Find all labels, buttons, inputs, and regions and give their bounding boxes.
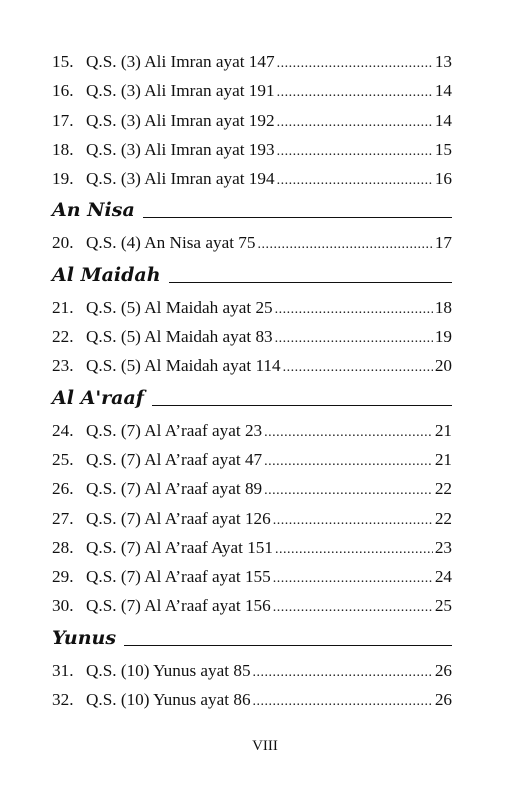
entry-title: Q.S. (5) Al Maidah ayat 114 — [86, 356, 281, 376]
dot-leader — [277, 170, 433, 188]
entry-title: Q.S. (7) Al A’raaf ayat 156 — [86, 596, 271, 616]
entry-page-number: 19 — [434, 327, 452, 347]
dot-leader — [264, 422, 433, 440]
entry-title: Q.S. (7) Al A’raaf ayat 89 — [86, 479, 263, 499]
toc-entry — [52, 141, 452, 170]
section-rule — [169, 282, 452, 283]
entry-number: 30. — [52, 596, 74, 616]
entry-number: 20. — [52, 233, 74, 253]
toc-entry — [52, 82, 452, 111]
dot-leader — [253, 662, 433, 680]
toc-entry — [52, 451, 452, 480]
entry-page-number: 25 — [434, 596, 452, 616]
toc-entry — [52, 234, 452, 263]
entry-number: 21. — [52, 297, 74, 317]
section-heading — [52, 387, 452, 422]
toc-entry — [52, 422, 452, 451]
section-title: Yunus — [52, 626, 117, 649]
entry-title: Q.S. (3) Ali Imran ayat 191 — [86, 81, 275, 101]
entry-number: 27. — [52, 508, 74, 528]
dot-leader — [264, 451, 433, 469]
entry-number: 32. — [52, 690, 74, 710]
dot-leader — [277, 53, 433, 71]
entry-title: Q.S. (5) Al Maidah ayat 25 — [86, 297, 273, 317]
entry-number: 16. — [52, 81, 74, 101]
entry-page-number: 23 — [434, 537, 452, 557]
page-number: VIII — [252, 738, 278, 754]
entry-title: Q.S. (3) Ali Imran ayat 193 — [86, 139, 275, 159]
entry-title: Q.S. (10) Yunus ayat 85 — [86, 660, 251, 680]
entry-page-number: 16 — [434, 169, 452, 189]
entry-title: Q.S. (7) Al A’raaf ayat 126 — [86, 508, 271, 528]
entry-number: 25. — [52, 449, 74, 469]
entry-page-number: 15 — [434, 139, 452, 159]
dot-leader — [275, 299, 433, 317]
section-title: An Nisa — [52, 199, 135, 222]
entry-page-number: 13 — [434, 52, 452, 71]
toc-entry — [52, 328, 452, 357]
dot-leader — [253, 691, 433, 709]
entry-title: Q.S. (7) Al A’raaf ayat 155 — [86, 567, 271, 587]
entry-title: Q.S. (7) Al A’raaf ayat 23 — [86, 420, 263, 440]
entry-title: Q.S. (7) Al A’raaf ayat 47 — [86, 449, 263, 469]
section-heading — [52, 199, 452, 234]
entry-title: Q.S. (10) Yunus ayat 86 — [86, 690, 251, 710]
entry-title: Q.S. (5) Al Maidah ayat 83 — [86, 327, 273, 347]
dot-leader — [275, 539, 433, 557]
entry-number: 26. — [52, 479, 74, 499]
entry-number: 31. — [52, 660, 74, 680]
toc-entry — [52, 299, 452, 328]
toc-entry — [52, 691, 452, 720]
entry-number: 18. — [52, 139, 74, 159]
dot-leader — [257, 234, 432, 252]
toc-entry — [52, 597, 452, 626]
section-heading — [52, 627, 452, 662]
entry-number: 23. — [52, 356, 74, 376]
entry-number: 29. — [52, 567, 74, 587]
entry-page-number: 21 — [434, 420, 452, 440]
toc-entry — [52, 568, 452, 597]
entry-page-number: 20 — [434, 356, 452, 376]
toc-entry — [52, 510, 452, 539]
dot-leader — [273, 568, 433, 586]
entry-title: Q.S. (3) Ali Imran ayat 192 — [86, 110, 275, 130]
entry-title: Q.S. (3) Ali Imran ayat 147 — [86, 52, 275, 71]
entry-title: Q.S. (3) Ali Imran ayat 194 — [86, 169, 275, 189]
entry-number: 15. — [52, 52, 74, 71]
entry-title: Q.S. (4) An Nisa ayat 75 — [86, 233, 256, 253]
entry-title: Q.S. (7) Al A’raaf Ayat 151 — [86, 537, 273, 557]
dot-leader — [275, 328, 433, 346]
table-of-contents — [52, 53, 452, 720]
entry-page-number: 22 — [434, 479, 452, 499]
entry-number: 24. — [52, 420, 74, 440]
section-title: Al Maidah — [52, 263, 161, 286]
section-rule — [143, 217, 452, 218]
entry-number: 28. — [52, 537, 74, 557]
toc-entry — [52, 357, 452, 386]
entry-number: 22. — [52, 327, 74, 347]
entry-page-number: 14 — [434, 81, 452, 101]
section-heading — [52, 264, 452, 299]
dot-leader — [277, 141, 433, 159]
entry-page-number: 18 — [434, 297, 452, 317]
section-title: Al A'raaf — [52, 386, 144, 409]
section-rule — [124, 645, 452, 646]
entry-page-number: 17 — [434, 233, 452, 253]
section-rule — [152, 405, 452, 406]
entry-page-number: 24 — [434, 567, 452, 587]
entry-page-number: 14 — [434, 110, 452, 130]
entry-number: 17. — [52, 110, 74, 130]
toc-entry — [52, 53, 452, 82]
entry-page-number: 26 — [434, 690, 452, 710]
toc-entry — [52, 539, 452, 568]
dot-leader — [283, 357, 433, 375]
entry-page-number: 26 — [434, 660, 452, 680]
dot-leader — [277, 112, 433, 130]
toc-entry — [52, 112, 452, 141]
entry-page-number: 21 — [434, 449, 452, 469]
dot-leader — [273, 597, 433, 615]
dot-leader — [277, 82, 433, 100]
entry-number: 19. — [52, 169, 74, 189]
dot-leader — [264, 480, 433, 498]
entry-page-number: 22 — [434, 508, 452, 528]
toc-entry — [52, 662, 452, 691]
toc-entry — [52, 170, 452, 199]
dot-leader — [273, 510, 433, 528]
toc-entry — [52, 480, 452, 509]
